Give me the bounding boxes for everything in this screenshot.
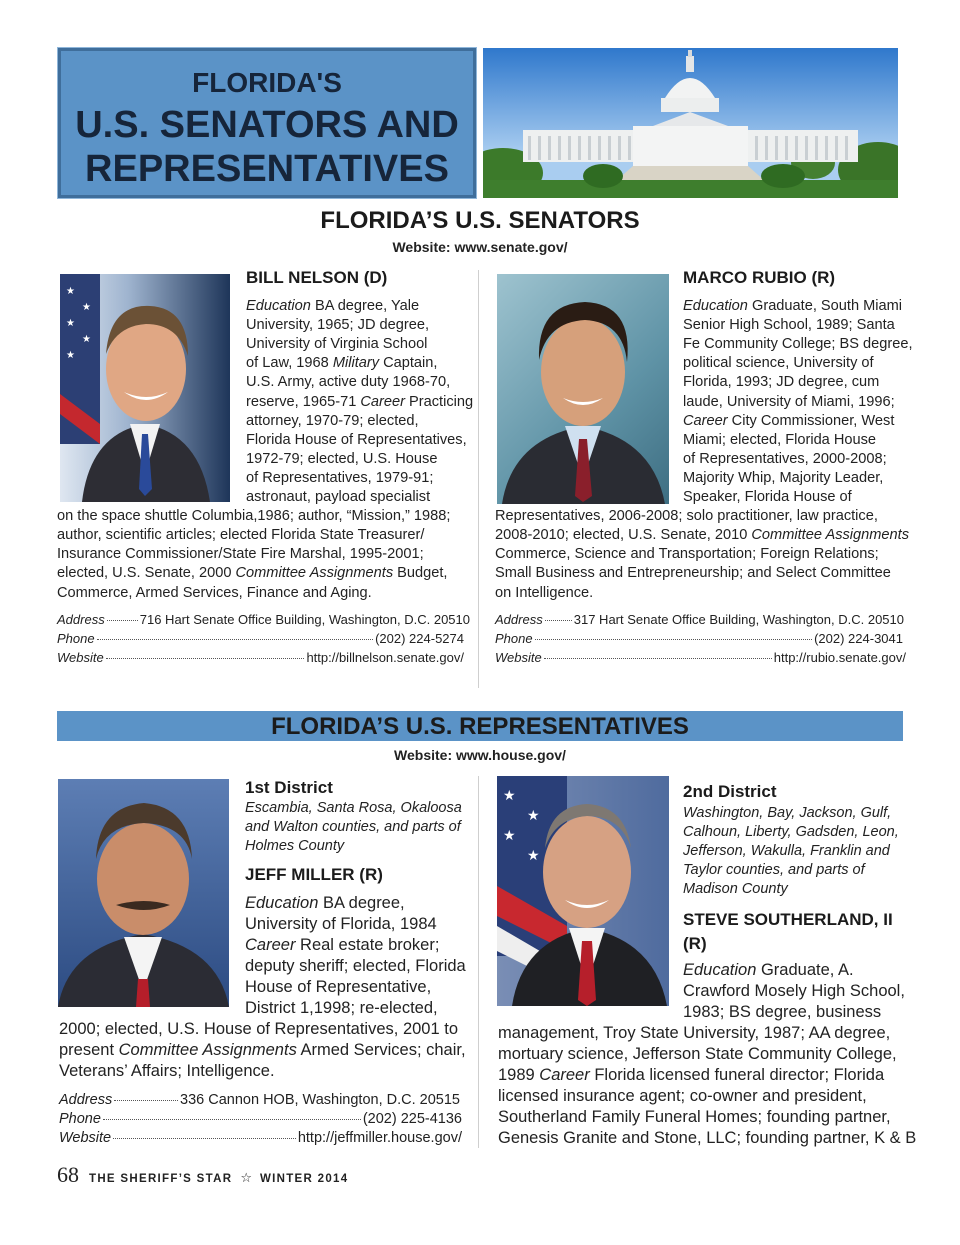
phone-value: (202) 224-3041 — [814, 631, 903, 646]
bio-line — [59, 1040, 466, 1061]
svg-text:★: ★ — [66, 350, 75, 361]
bio-field-label: Career — [683, 412, 728, 429]
bio-text: House of Representative, — [245, 978, 432, 996]
bio-text: management, Troy State University, 1987; AA degree, — [498, 1024, 891, 1042]
bio-text: 1972-79; elected, U.S. House — [246, 450, 438, 467]
bio-line — [683, 981, 905, 1002]
bio-text: Commerce, Armed Services, Finance and Aging. — [57, 584, 372, 601]
district-label: 2nd District — [683, 782, 777, 801]
representatives-heading: FLORIDA’S U.S. REPRESENTATIVES — [271, 713, 689, 740]
address-label: Address — [57, 612, 105, 627]
bio-line — [57, 584, 372, 603]
bio-text: laude, University of Miami, 1996; — [683, 393, 895, 410]
bio-line — [495, 545, 879, 564]
bio-text: Veterans’ Affairs; Intelligence. — [59, 1062, 275, 1080]
bio-line — [57, 526, 424, 545]
bio-line — [495, 564, 891, 583]
bio-line — [683, 335, 913, 354]
leader-dots — [113, 1138, 296, 1139]
bill-nelson-photo — [60, 274, 230, 502]
senator-address-row — [57, 612, 470, 627]
title-line-2 — [61, 103, 473, 191]
bio-text: Genesis Granite and Stone, LLC; founding partner, K & B — [498, 1129, 917, 1147]
district-label: 1st District — [245, 778, 333, 797]
leader-dots — [106, 658, 305, 659]
bio-text: elected, U.S. Senate, 2000 — [57, 565, 236, 582]
bio-text: Fe Community College; BS degree, — [683, 336, 913, 353]
bio-line — [683, 960, 854, 981]
district-counties — [245, 799, 462, 856]
address-value: 336 Cannon HOB, Washington, D.C. 20515 — [180, 1092, 460, 1108]
bio-text: District 1,1998; re-elected, — [245, 999, 438, 1017]
bio-text: Speaker, Florida House of — [683, 489, 852, 505]
svg-text:★: ★ — [527, 847, 540, 863]
bio-text: Florida House of Representatives, — [246, 431, 467, 448]
phone-label: Phone — [495, 631, 533, 646]
bio-text: 1989 — [498, 1066, 540, 1084]
bio-text: licensed insurance agent; co-owner and president, — [498, 1087, 867, 1105]
bio-text: Graduate, A. — [756, 961, 854, 979]
bio-line — [498, 1023, 890, 1044]
senator-name: MARCO RUBIO (R) — [683, 268, 836, 287]
senator-phone-row — [57, 631, 464, 646]
bio-line — [683, 316, 895, 335]
bio-text: University, 1965; JD degree, — [246, 317, 430, 334]
leader-dots — [97, 639, 374, 640]
address-label: Address — [495, 612, 543, 627]
name-line: (R) — [683, 934, 707, 953]
bio-line — [683, 469, 883, 488]
leader-dots — [544, 658, 772, 659]
bio-line — [59, 1061, 275, 1082]
senator-address-row — [495, 612, 904, 627]
representative-name — [683, 908, 893, 956]
bio-text: University of Florida, 1984 — [245, 915, 437, 933]
bio-text: City Commissioner, West — [727, 412, 895, 429]
bio-text: of Representatives, 2000-2008; — [683, 450, 887, 467]
column-divider — [478, 776, 479, 1148]
bio-line — [683, 354, 874, 373]
representative-phone-row — [59, 1111, 462, 1127]
bio-line — [246, 431, 467, 450]
svg-text:★: ★ — [66, 318, 75, 329]
magazine-name: THE SHERIFF’S STAR — [89, 1173, 233, 1185]
representative-address-row — [59, 1092, 460, 1108]
website-label: Website — [57, 650, 104, 665]
counties-line: Madison County — [683, 881, 788, 897]
bio-line — [246, 335, 427, 354]
bio-line — [683, 488, 852, 507]
bio-text: Miami; elected, Florida House — [683, 431, 877, 448]
senator-website-row — [495, 650, 906, 665]
bio-line — [683, 431, 876, 450]
bio-text: Practicing — [405, 393, 474, 410]
bio-line — [498, 1128, 916, 1149]
representative-website-row — [59, 1130, 462, 1146]
phone-value: (202) 224-5274 — [375, 631, 464, 646]
bio-text: Representatives, 2006-2008; solo practitioner, law practice, — [495, 508, 878, 525]
bio-line — [245, 998, 438, 1019]
bio-text: mortuary science, Jefferson State Community College, — [498, 1045, 897, 1063]
bio-text: Small Business and Entrepreneurship; and Select Committee — [495, 565, 891, 582]
senator-website-row — [57, 650, 464, 665]
website-link[interactable]: http://billnelson.senate.gov/ — [306, 650, 464, 665]
bio-line — [245, 893, 405, 914]
bio-line — [246, 412, 419, 431]
bio-text: of Law, 1968 — [246, 355, 333, 372]
bio-line — [245, 977, 431, 998]
bio-text: Armed Services; chair, — [296, 1041, 466, 1059]
bio-text: 2000; elected, U.S. House of Representatives, 2001 to — [59, 1020, 458, 1038]
bio-line — [683, 450, 887, 469]
senators-heading: FLORIDA’S U.S. SENATORS — [320, 207, 640, 234]
bio-text: deputy sheriff; elected, Florida — [245, 957, 466, 975]
bio-line — [498, 1107, 891, 1128]
bio-field-label: Career — [539, 1066, 590, 1084]
bio-field-label: Education — [246, 298, 311, 314]
steve-southerland-photo — [497, 776, 669, 1006]
bio-text: U.S. Army, active duty 1968-70, — [246, 374, 451, 391]
website-link[interactable]: http://jeffmiller.house.gov/ — [297, 1130, 462, 1146]
title-line-2-text: U.S. SENATORS AND — [75, 104, 459, 146]
bio-text: 1983; BS degree, business — [683, 1003, 882, 1021]
bio-line — [683, 393, 895, 412]
page-footer — [57, 1162, 348, 1192]
bio-line — [246, 354, 437, 373]
leader-dots — [545, 620, 572, 621]
counties-line: Holmes County — [245, 838, 345, 854]
senator-name: BILL NELSON (D) — [246, 268, 388, 287]
bio-line — [683, 373, 879, 392]
page-number: 68 — [57, 1162, 79, 1187]
bio-text: astronaut, payload specialist — [246, 489, 431, 505]
counties-line: Escambia, Santa Rosa, Okaloosa — [245, 800, 462, 816]
bio-text: of Representatives, 1979-91; — [246, 469, 434, 486]
address-label: Address — [59, 1092, 113, 1108]
bio-text: author, scientific articles; elected Florida State Treasurer/ — [57, 527, 425, 544]
bio-line — [246, 373, 450, 392]
phone-value: (202) 225-4136 — [362, 1111, 462, 1127]
leader-dots — [107, 620, 138, 621]
bio-text: Crawford Mosely High School, — [683, 982, 905, 1000]
bio-text: Insurance Commissioner/State Fire Marshal, 1995-2001; — [57, 546, 424, 563]
bio-text: Budget, — [393, 565, 448, 582]
marco-rubio-photo — [497, 274, 669, 504]
bio-line — [245, 935, 439, 956]
bio-line — [57, 507, 450, 526]
leader-dots — [114, 1100, 178, 1101]
website-link[interactable]: http://rubio.senate.gov/ — [773, 650, 906, 665]
jeff-miller-photo — [58, 779, 229, 1007]
senators-website: Website: www.senate.gov/ — [392, 239, 568, 255]
bio-text: Senior High School, 1989; Santa — [683, 317, 895, 334]
bio-text: University of Virginia School — [246, 336, 428, 353]
svg-text:★: ★ — [527, 807, 540, 823]
bio-field-label: Education — [245, 894, 319, 912]
bio-field-label: Committee Assignments — [235, 565, 394, 582]
senator-phone-row — [495, 631, 903, 646]
bio-line — [246, 469, 433, 488]
bio-field-label: Education — [683, 961, 757, 979]
bio-line — [57, 564, 448, 583]
website-label: Website — [495, 650, 542, 665]
bio-field-label: Education — [683, 298, 748, 314]
bio-line — [246, 393, 473, 412]
counties-line: Taylor counties, and parts of — [683, 862, 865, 878]
bio-field-label: Career — [360, 393, 405, 410]
bio-field-label: Military — [332, 355, 380, 372]
title-line-3-text: REPRESENTATIVES — [85, 148, 449, 190]
bio-text: on the space shuttle Columbia,1986; author, “Mission,” 1988; — [57, 508, 451, 525]
bio-line — [683, 412, 894, 431]
star-icon: ☆ — [240, 1170, 252, 1185]
title-line-1: FLORIDA'S — [192, 67, 342, 98]
bio-text: Real estate broker; — [295, 936, 440, 954]
column-divider — [478, 270, 479, 688]
counties-line: Calhoun, Liberty, Gadsden, Leon, — [683, 824, 899, 840]
issue-date: WINTER 2014 — [259, 1173, 349, 1185]
counties-line: and Walton counties, and parts of — [245, 819, 461, 835]
bio-text: BA degree, Yale — [310, 298, 420, 314]
svg-text:★: ★ — [82, 302, 91, 313]
bio-text: Commerce, Science and Transportation; Foreign Relations; — [495, 546, 879, 563]
svg-text:★: ★ — [66, 286, 75, 297]
counties-line: Jefferson, Wakulla, Franklin and — [683, 843, 890, 859]
bio-text: 2008-2010; elected, U.S. Senate, 2010 — [495, 527, 752, 544]
bio-text: attorney, 1970-79; elected, — [246, 412, 419, 429]
bio-line — [246, 297, 419, 316]
address-value: 716 Hart Senate Office Building, Washington, D.C. 20510 — [139, 612, 470, 627]
bio-line — [246, 316, 429, 335]
svg-text:★: ★ — [82, 334, 91, 345]
bio-line — [495, 526, 909, 545]
capitol-building-photo — [483, 48, 898, 198]
address-value: 317 Hart Senate Office Building, Washington, D.C. 20510 — [573, 612, 904, 627]
leader-dots — [103, 1119, 361, 1120]
bio-line — [59, 1019, 458, 1040]
bio-text: Majority Whip, Majority Leader, — [683, 469, 884, 486]
bio-line — [495, 507, 878, 526]
name-line: STEVE SOUTHERLAND, II — [683, 910, 893, 929]
representative-name: JEFF MILLER (R) — [245, 865, 383, 884]
bio-line — [57, 545, 424, 564]
bio-text: present — [59, 1041, 119, 1059]
bio-text: Florida licensed funeral director; Florida — [589, 1066, 885, 1084]
bio-field-label: Committee Assignments — [751, 527, 910, 544]
bio-line — [498, 1086, 867, 1107]
bio-text: BA degree, — [318, 894, 405, 912]
representatives-website: Website: www.house.gov/ — [394, 747, 566, 763]
bio-line — [245, 914, 437, 935]
bio-text: reserve, 1965-71 — [246, 393, 361, 410]
bio-text: Florida, 1993; JD degree, cum — [683, 374, 880, 391]
district-counties — [683, 804, 899, 899]
bio-line — [683, 297, 902, 316]
bio-text: Graduate, South Miami — [747, 298, 903, 314]
svg-text:★: ★ — [503, 827, 516, 843]
bio-text: Southerland Family Funeral Homes; founding partner, — [498, 1108, 891, 1126]
bio-field-label: Career — [245, 936, 296, 954]
bio-line — [498, 1044, 897, 1065]
bio-line — [245, 956, 466, 977]
bio-line — [246, 450, 437, 469]
bio-line — [683, 1002, 881, 1023]
leader-dots — [535, 639, 813, 640]
phone-label: Phone — [59, 1111, 101, 1127]
phone-label: Phone — [57, 631, 95, 646]
bio-line — [498, 1065, 884, 1086]
counties-line: Washington, Bay, Jackson, Gulf, — [683, 805, 892, 821]
bio-text: on Intelligence. — [495, 584, 594, 601]
page-title-box — [58, 48, 476, 198]
bio-field-label: Committee Assignments — [118, 1041, 297, 1059]
bio-text: political science, University of — [683, 355, 874, 372]
bio-line — [495, 584, 593, 603]
svg-text:★: ★ — [503, 787, 516, 803]
bio-line — [246, 488, 430, 507]
website-label: Website — [59, 1130, 112, 1146]
bio-text: Captain, — [379, 355, 438, 372]
